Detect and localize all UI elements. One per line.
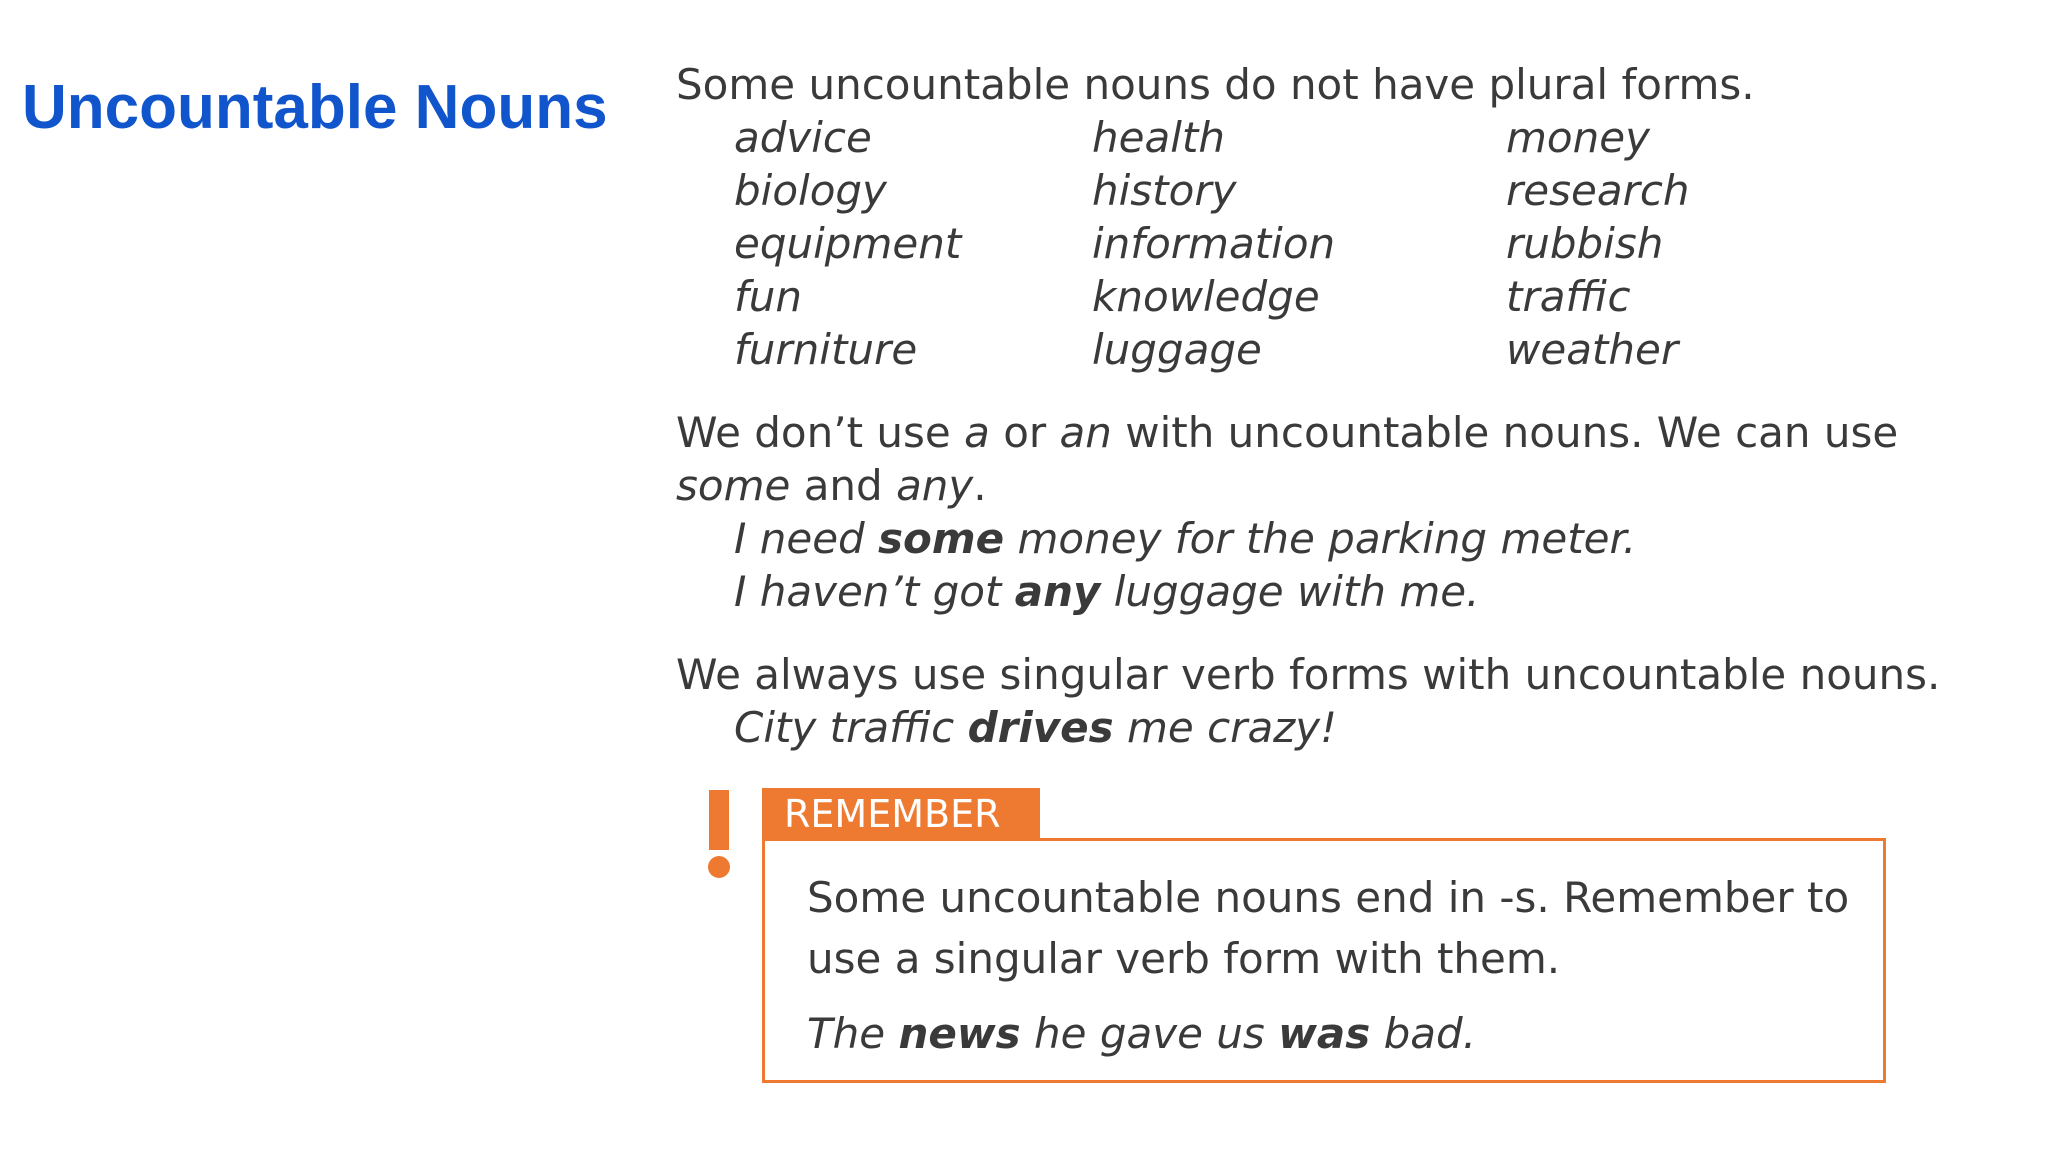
noun-item: research — [1506, 166, 1690, 215]
noun-item: information — [1092, 219, 1336, 268]
noun-item: knowledge — [1092, 272, 1320, 321]
page-title: Uncountable Nouns — [22, 73, 608, 142]
noun-item: furniture — [734, 325, 918, 374]
noun-item: traffic — [1506, 272, 1631, 321]
noun-item: money — [1506, 113, 1650, 162]
verb-rule-text: We always use singular verb forms with uncountable nouns. — [676, 650, 1941, 699]
noun-item: health — [1092, 113, 1225, 162]
noun-item: history — [1092, 166, 1237, 215]
remember-box — [762, 838, 1886, 1083]
noun-item: equipment — [734, 219, 962, 268]
noun-item: advice — [734, 113, 872, 162]
remember-example: The news he gave us was bad. — [807, 1009, 1477, 1058]
remember-callout — [700, 788, 1900, 1098]
intro-text: Some uncountable nouns do not have plural forms. — [676, 60, 1755, 109]
noun-item: biology — [734, 166, 887, 215]
remember-label: REMEMBER — [762, 788, 1040, 840]
example-sentence-any: I haven’t got any luggage with me. — [734, 567, 1480, 616]
article-rule-line-2: some and any. — [676, 461, 987, 510]
article-rule-line-1: We don’t use a or an with uncountable nouns. We can use — [676, 408, 1899, 457]
exclamation-icon — [700, 790, 740, 880]
example-sentence-some: I need some money for the parking meter. — [734, 514, 1637, 563]
noun-item: luggage — [1092, 325, 1262, 374]
remember-text-line-1: Some uncountable nouns end in -s. Remember to — [807, 873, 1850, 922]
noun-item: weather — [1506, 325, 1679, 374]
example-sentence-traffic: City traffic drives me crazy! — [734, 703, 1337, 752]
grammar-content — [676, 58, 2016, 754]
remember-text-line-2: use a singular verb form with them. — [807, 934, 1561, 983]
noun-item: rubbish — [1506, 219, 1664, 268]
noun-list — [676, 111, 2016, 376]
noun-item: fun — [734, 272, 803, 321]
